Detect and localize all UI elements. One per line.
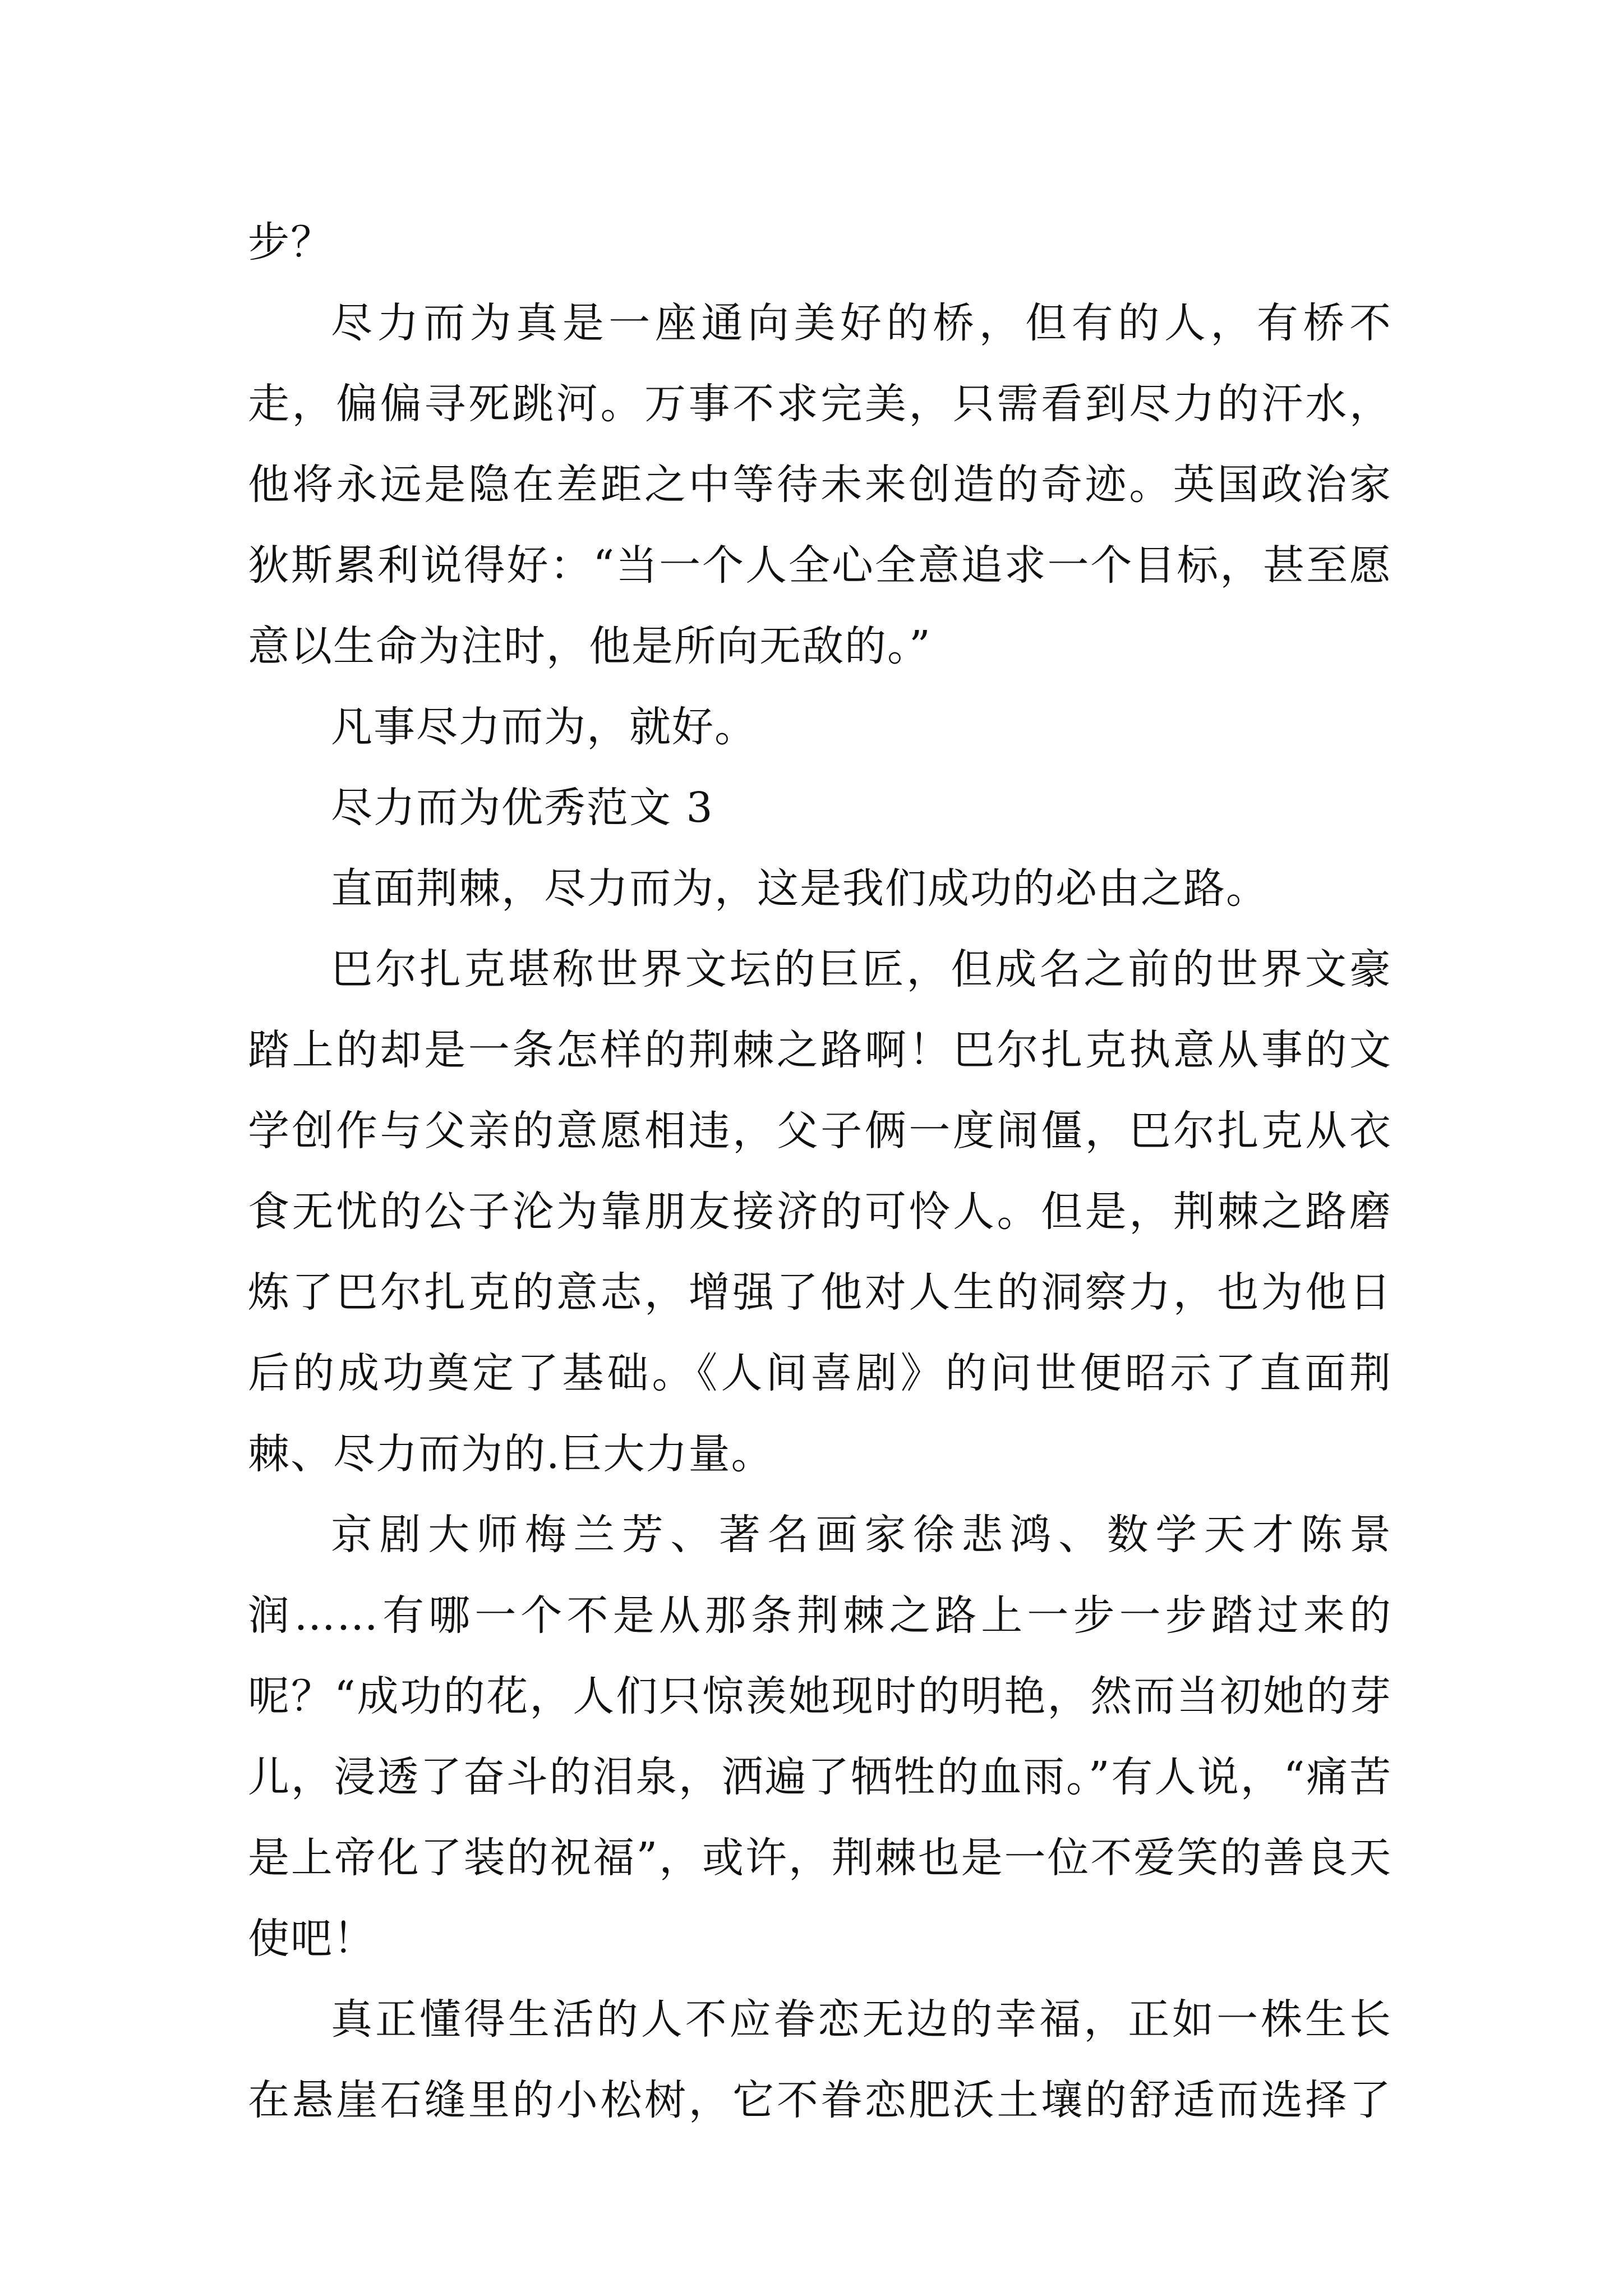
section-heading: 尽力而为优秀范文 3 [331,784,714,832]
paragraph-5: 巴尔扎克堪称世界文坛的巨匠，但成名之前的世界文豪踏上的却是一条怎样的荆棘之路啊！巴尔扎克执意从事的文学创作与父亲的意愿相违，父子俩一度闹僵，巴尔扎克从衣食无忧的公子沦为靠朋友接济的可怜人。但是，荆棘之路磨炼了巴尔扎克的意志，增强了他对人生的洞察力，也为他日后的成功奠定了基础。《人间喜剧》的问世便昭示了直面荆棘、尽力而为的.巨大力量。 [248,945,1392,1478]
paragraph-3: 凡事尽力而为，就好。 [331,703,757,751]
paragraph-4: 直面荆棘，尽力而为，这是我们成功的必由之路。 [331,864,1269,913]
paragraph-6: 京剧大师梅兰芳、著名画家徐悲鸿、数学天才陈景润……有哪一个不是从那条荆棘之路上一步一步踏过来的呢？“成功的花，人们只惊羡她现时的明艳，然而当初她的芽儿，浸透了奋斗的泪泉，洒遍了牺牲的血雨。”有人说，“痛苦是上帝化了装的祝福”，或许，荆棘也是一位不爱笑的善良天使吧！ [248,1511,1392,1963]
paragraph-2: 尽力而为真是一座通向美好的桥，但有的人，有桥不走，偏偏寻死跳河。万事不求完美，只需看到尽力的汗水，他将永远是隐在差距之中等待未来创造的奇迹。英国政治家狄斯累利说得好：“当一个人全心全意追求一个目标，甚至愿意以生命为注时，他是所向无敌的。” [248,299,1392,670]
paragraph-1: 步？ [248,218,333,266]
document-body [248,202,1392,2141]
paragraph-7: 真正懂得生活的人不应眷恋无边的幸福，正如一株生长在悬崖石缝里的小松树，它不眷恋肥沃土壤的舒适而选择了 [248,1995,1392,2124]
